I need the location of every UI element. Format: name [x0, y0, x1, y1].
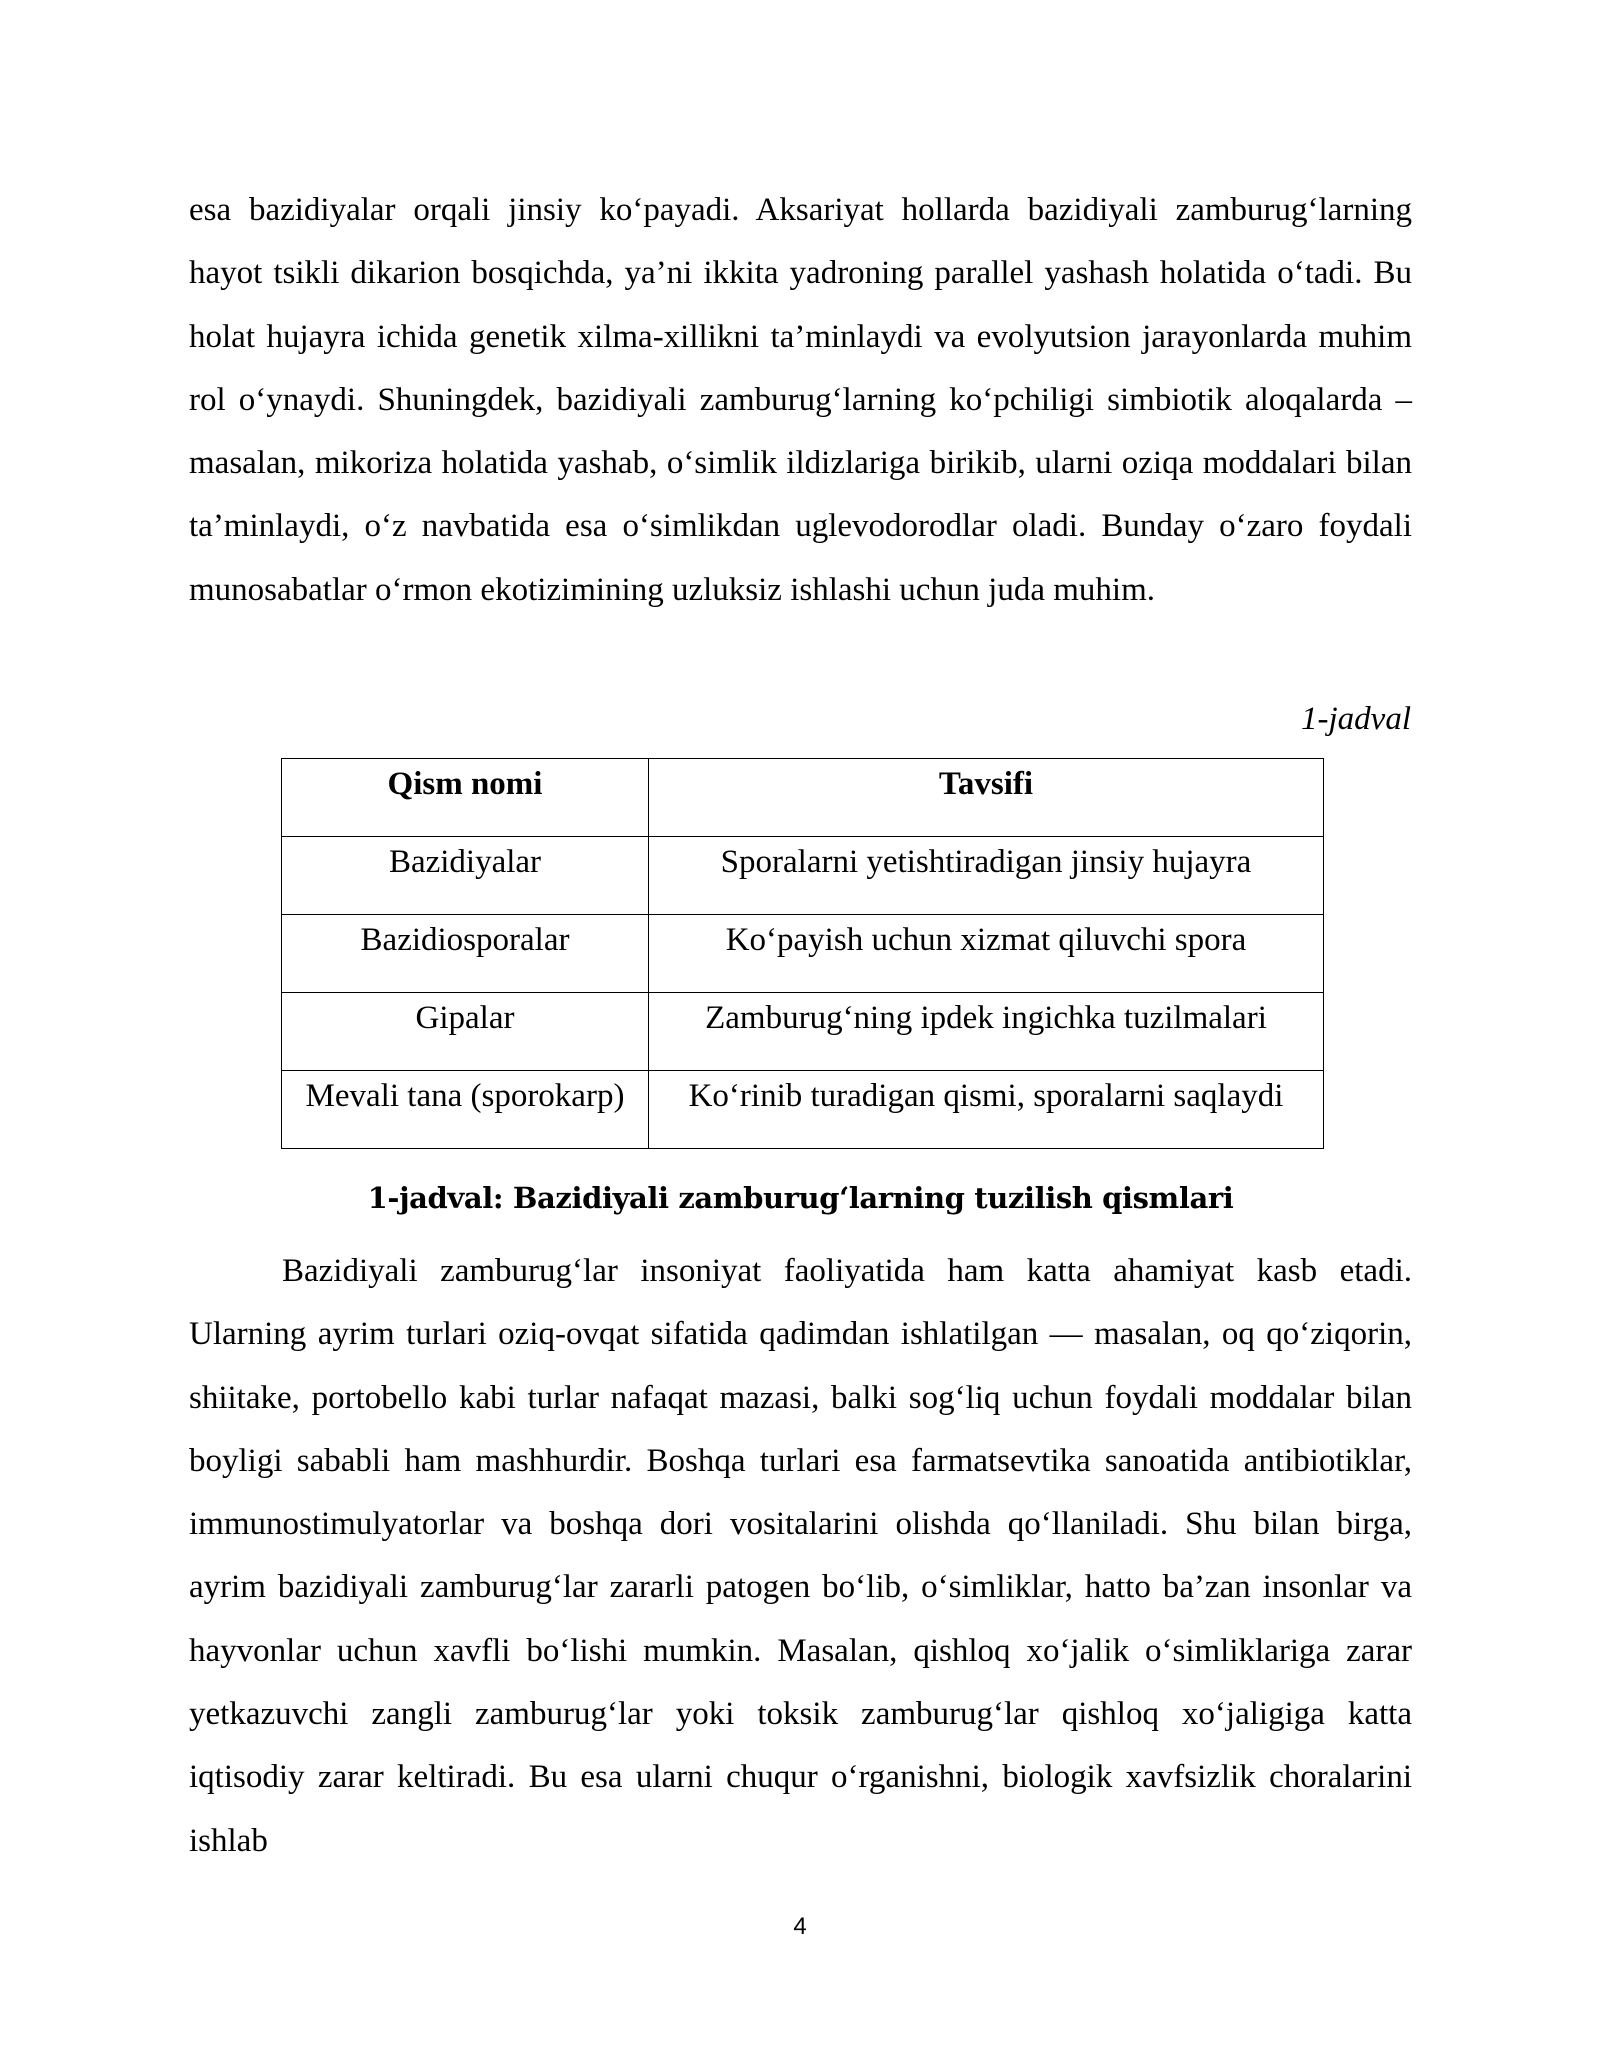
column-header-description: Tavsifi	[649, 759, 1324, 837]
part-name-cell: Gipalar	[282, 993, 649, 1071]
body-paragraph-1	[189, 179, 1412, 622]
part-description-cell: Sporalarni yetishtiradigan jinsiy hujayra	[649, 837, 1324, 915]
table-caption: 1-jadval: Bazidiyali zamburug‘larning tuzilish qismlari	[367, 1181, 1234, 1215]
body-paragraph-2	[189, 1240, 1412, 1873]
column-header-part-name: Qism nomi	[282, 759, 649, 837]
part-name-cell: Bazidiosporalar	[282, 915, 649, 993]
part-name-cell: Bazidiyalar	[282, 837, 649, 915]
paragraph-text: esa bazidiyalar orqali jinsiy ko‘payadi. Aksariyat hollarda bazidiyali zamburug‘larning hayot tsikli dikarion bosqichda, ya’ni ikkita yadroning parallel yashash holatida o‘tadi. Bu holat hujayra ichida genetik xilma-xillikni ta’minlaydi va evolyutsion jarayonlarda muhim rol o‘ynaydi. Shuningdek, bazidiyali zamburug‘larning ko‘pchiligi simbiotik aloqalarda – masalan, mikoriza holatida yashab, o‘simlik ildizlariga birikib, ularni oziqa moddalari bilan ta’minlaydi, o‘z navbatida esa o‘simlikdan uglevodorodlar oladi. Bunday o‘zaro foydali munosabatlar o‘rmon ekotizimining uzluksiz ishlashi uchun juda muhim.	[189, 192, 1412, 608]
table-row	[282, 915, 1324, 993]
page-number: 4	[793, 1913, 807, 1940]
part-description-cell: Ko‘payish uchun xizmat qiluvchi spora	[649, 915, 1324, 993]
table-row	[282, 993, 1324, 1071]
part-description-cell: Zamburug‘ning ipdek ingichka tuzilmalari	[649, 993, 1324, 1071]
part-name-cell: Mevali tana (sporokarp)	[282, 1071, 649, 1149]
table-row	[282, 1071, 1324, 1149]
fungus-parts-table	[281, 758, 1324, 1149]
table-row	[282, 837, 1324, 915]
paragraph-text: Bazidiyali zamburug‘lar insoniyat faoliyatida ham katta ahamiyat kasb etadi. Ularning ayrim turlari oziq-ovqat sifatida qadimdan ishlatilgan — masalan, oq qo‘ziqorin, shiitake, portobello kabi turlar nafaqat mazasi, balki sog‘liq uchun foydali moddalar bilan boyligi sababli ham mashhurdir. Boshqa turlari esa farmatsevtika sanoatida antibiotiklar, immunostimulyatorlar va boshqa dori vositalarini olishda qo‘llaniladi. Shu bilan birga, ayrim bazidiyali zamburug‘lar zararli patogen bo‘lib, o‘simliklar, hatto ba’zan insonlar va hayvonlar uchun xavfli bo‘lishi mumkin. Masalan, qishloq xo‘jalik o‘simliklariga zarar yetkazuvchi zangli zamburug‘lar yoki toksik zamburug‘lar qishloq xo‘jaligiga katta iqtisodiy zarar keltiradi. Bu esa ularni chuqur o‘rganishni, biologik xavfsizlik choralarini ishlab	[189, 1253, 1412, 1859]
table-header-row	[282, 759, 1324, 837]
table-label: 1-jadval	[1301, 701, 1411, 737]
part-description-cell: Ko‘rinib turadigan qismi, sporalarni saqlaydi	[649, 1071, 1324, 1149]
